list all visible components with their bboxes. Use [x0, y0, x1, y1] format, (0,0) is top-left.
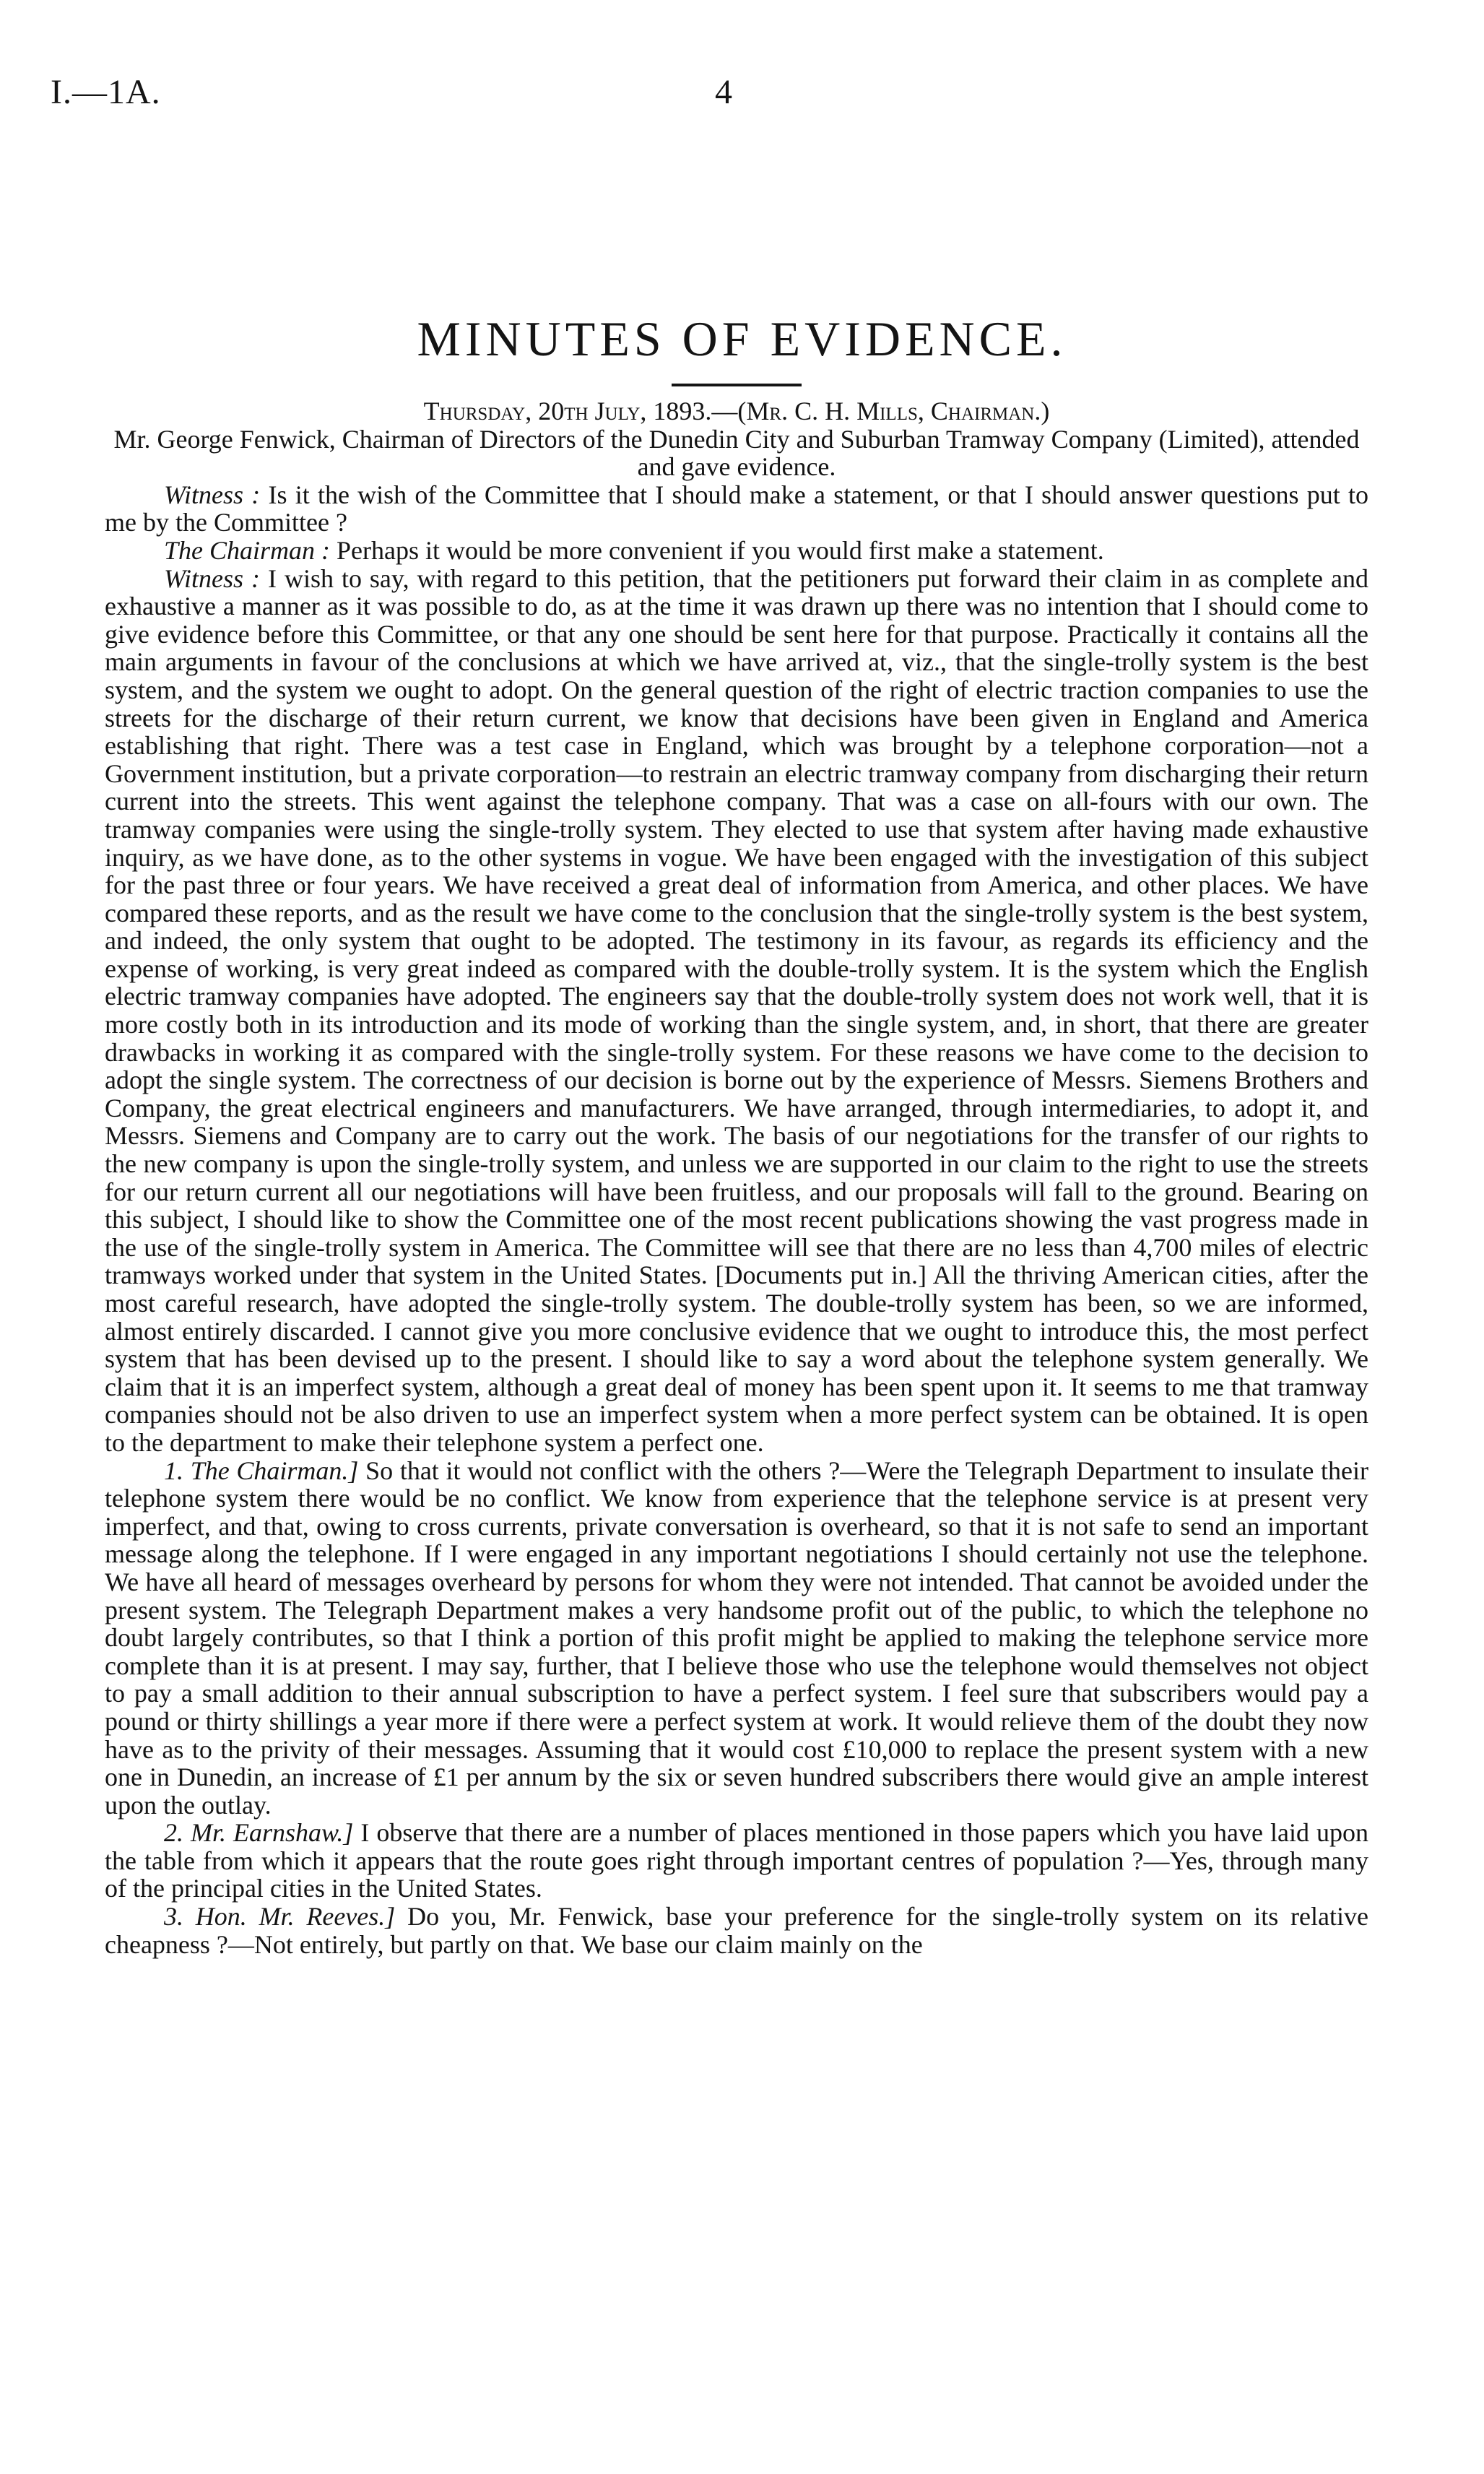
paragraph [105, 537, 1368, 565]
paragraph [105, 1457, 1368, 1820]
speaker: Witness : [164, 563, 260, 593]
speaker: Witness : [164, 480, 261, 509]
paragraph-text: Do you, Mr. Fenwick, base your preference for the single-trolly system on its relative cheapness ?—Not entirely, but partly on that. We base our claim mainly on the [105, 1902, 1368, 1959]
speaker: 3. Hon. Mr. Reeves.] [164, 1902, 396, 1932]
speaker: 2. Mr. Earnshaw.] [164, 1818, 354, 1848]
page-number: 4 [715, 73, 732, 111]
paragraph-text: I observe that there are a number of places mentioned in those papers which you have laid upon the table from which it appears that the route goes right through important centres of population ?—Yes, through many of the principal cities in the United States. [105, 1818, 1369, 1903]
witness-intro [105, 425, 1368, 481]
paragraph-text: So that it would not conflict with the others ?—Were the Telegraph Department to insulate their telephone system there would be no conflict. We know from experience that the telephone service is at present very imperfect, and that, owing to cross currents, private conversation is overheard, so that it is not safe to send an important message along the telephone. If I were engaged in any important negotiations I should certainly not use the telephone. We have all heard of messages overheard by persons for whom they were not intended. That cannot be avoided under the present system. The Telegraph Department makes a very handsome profit out of the public, to which the telephone no doubt largely contributes, so that I think a portion of this profit might be applied to making the telephone service more complete than it is at present. I may say, further, that I believe those who use the telephone would themselves not object to pay a small addition to their annual subscription to have a perfect system. I feel sure that subscribers would pay a pound or thirty shillings a year more if there were a perfect system at work. It would relieve them of the doubt they now have as to the privity of their messages. Assuming that it would cost £10,000 to replace the present system with a new one in Dunedin, an increase of £1 per annum by the six or seven hundred subscribers there would give an ample interest upon the outlay. [105, 1456, 1369, 1820]
witness-intro-text: Mr. George Fenwick, Chairman of Directors of the Dunedin City and Suburban Tramway Company (Limited), attended and gave evidence. [113, 424, 1360, 482]
speaker: The Chairman : [164, 535, 331, 565]
document-body [105, 397, 1368, 1958]
paragraph [105, 1903, 1368, 1958]
paragraph-text: Perhaps it would be more convenient if you would first make a statement. [330, 535, 1104, 565]
session-heading: Thursday, 20th July, 1893.—(Mr. C. H. Mills, Chairman.) [423, 397, 1050, 425]
paragraph-text: Is it the wish of the Committee that I should make a statement, or that I should answer questions put to me by the Committee ? [105, 480, 1368, 537]
paragraph [105, 565, 1368, 1457]
speaker: 1. The Chairman.] [164, 1456, 359, 1485]
document-reference: I.—1A. [51, 73, 161, 111]
paragraph [105, 1819, 1368, 1903]
title-rule [672, 384, 802, 386]
paragraph-text: I wish to say, with regard to this petition, that the petitioners put forward their claim in as complete and exhaustive a manner as it was possible to do, as at the time it was drawn up there was no intention that I should come to give evidence before this Committee, or that any one should be sent here for that purpose. Practically it contains all the main arguments in favour of the conclusions at which we have arrived at, viz., that the single-trolly system is the best system, and the system we ought to adopt. On the general question of the right of electric traction companies to use the streets for the discharge of their return current, we know that decisions have been given in England and America establishing that right. There was a test case in England, which was brought by a telephone corporation—not a Government institution, but a private corporation—to restrain an electric tramway company from discharging their return current into the streets. This went against the telephone company. That was a case on all-fours with our own. The tramway companies were using the single-trolly system. They elected to use that system after having made exhaustive inquiry, as we have done, as to the other systems in vogue. We have been engaged with the investigation of this subject for the past three or four years. We have received a great deal of information from America, and other places. We have compared these reports, and as the result we have come to the conclusion that the single-trolly system is the best system, and indeed, the only system that ought to be adopted. The testimony in its favour, as regards its efficiency and the expense of working, is very great indeed as compared with the double-trolly system. It is the system which the English electric tramway companies have adopted. The engineers say that the double-trolly system does not work well, that it is more costly both in its introduction and its mode of working than the single system, and, in short, that there are greater drawbacks in working it as compared with the single-trolly system. For these reasons we have come to the decision to adopt the single system. The correctness of our decision is borne out by the experience of Messrs. Siemens Brothers and Company, the great electrical engineers and manufacturers. We have arranged, through intermediaries, to adopt it, and Messrs. Siemens and Company are to carry out the work. The basis of our negotiations for the transfer of our rights to the new company is upon the single-trolly system, and unless we are supported in our claim to the right to use the streets for our return current all our negotiations will have been fruitless, and our proposals will fall to the ground. Bearing on this subject, I should like to show the Committee one of the most recent publications showing the vast progress made in the use of the single-trolly system in America. The Committee will see that there are no less than 4,700 miles of electric tramways worked under that system in the United States. [Documents put in.] All the thriving American cities, after the most careful research, have adopted the single-trolly system. The double-trolly system has been, so we are informed, almost entirely discarded. I cannot give you more conclusive evidence that we ought to introduce this, the most perfect system that has been devised up to the present. I should like to say a word about the telephone system generally. We claim that it is an imperfect system, although a great deal of money has been spent upon it. It seems to me that tramway companies should not be also driven to use an imperfect system when a more perfect system can be obtained. It is open to the department to make their telephone system a perfect one. [105, 563, 1368, 1457]
page-title: MINUTES OF EVIDENCE. [417, 311, 1067, 366]
paragraph [105, 481, 1368, 537]
